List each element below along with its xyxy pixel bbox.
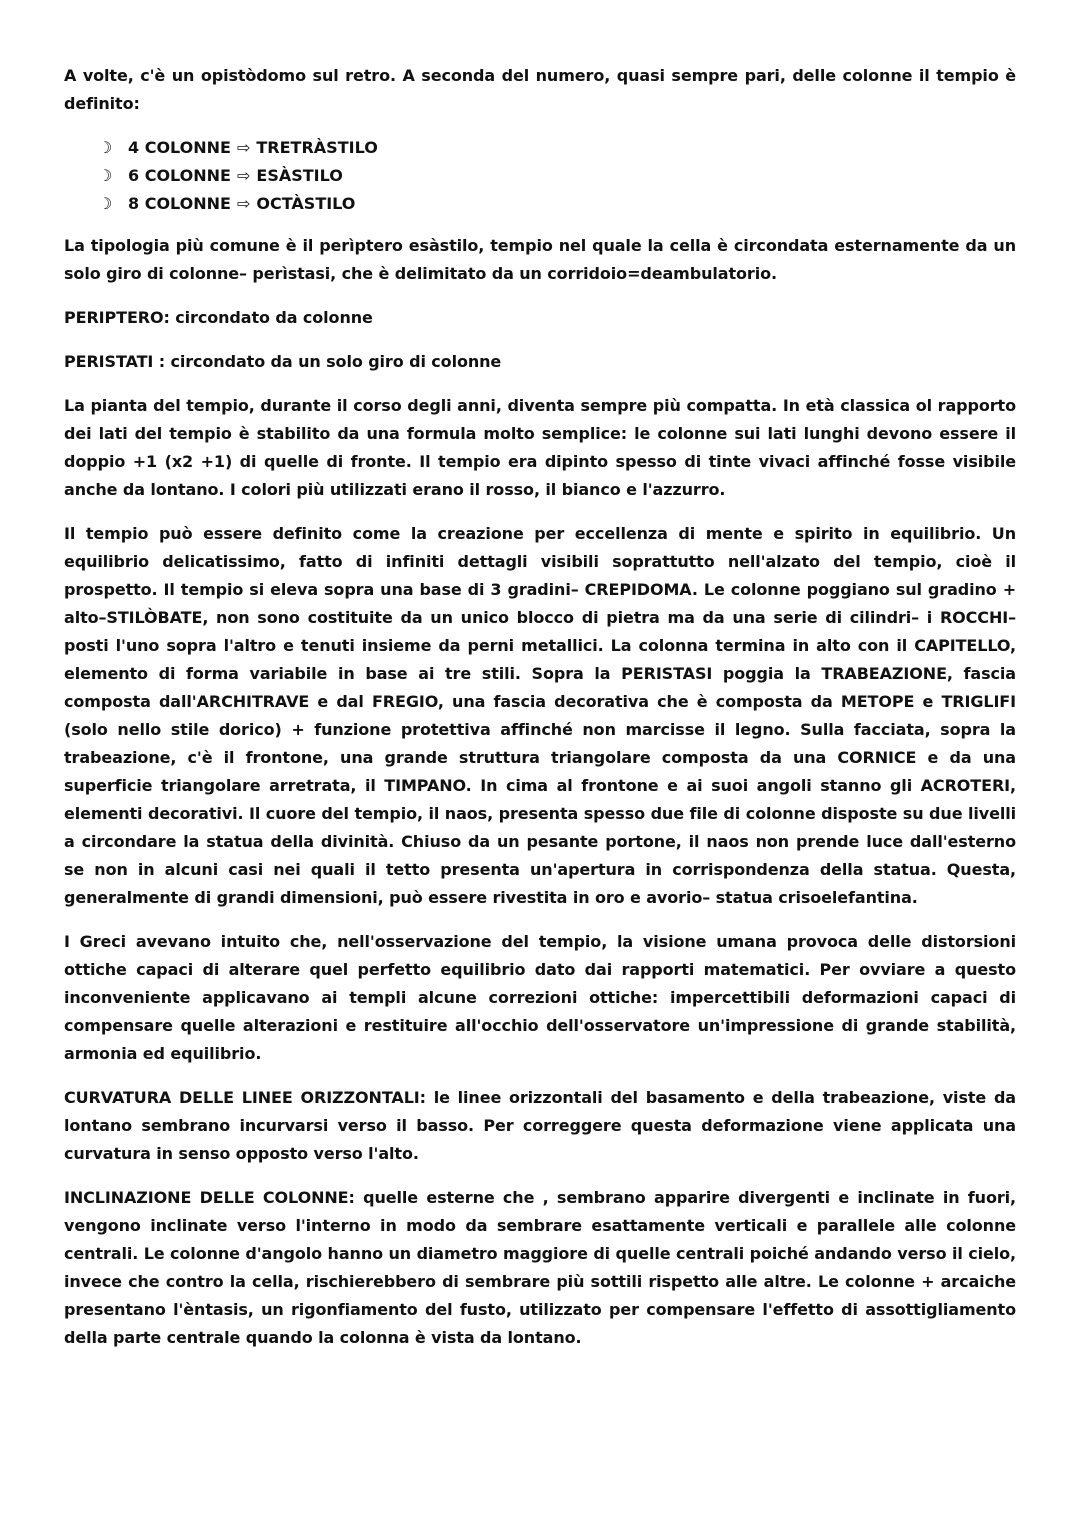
temple-type-name: TRETRÀSTILO — [256, 138, 378, 157]
temple-type-name: OCTÀSTILO — [256, 194, 356, 213]
intro-paragraph: A volte, c'è un opistòdomo sul retro. A seconda del numero, quasi sempre pari, delle colonne il tempio è definito: — [64, 66, 1016, 113]
temple-type-name: ESÀSTILO — [256, 166, 343, 185]
peristati-definition: PERISTATI : circondato da un solo giro di colonne — [64, 352, 502, 371]
column-types-list — [64, 134, 1016, 218]
optical-corrections-paragraph: I Greci avevano intuito che, nell'osservazione del tempio, la visione umana provoca delle distorsioni ottiche capaci di alterare quel perfetto equilibrio dato dai rapporti matematici. Per ovviare a questo inconveniente applicavano ai templi alcune correzioni ottiche: impercettibili deformazioni capaci di compensare quelle alterazioni e restituire all'occhio dell'osservatore un'impressione di grande stabilità, armonia ed equilibrio. — [64, 932, 1016, 1063]
structure-paragraph: Il tempio può essere definito come la creazione per eccellenza di mente e spirito in equilibrio. Un equilibrio delicatissimo, fatto di infiniti dettagli visibili soprattutto nell'alzato del tempio, cioè il prospetto. Il tempio si eleva sopra una base di 3 gradini– CREPIDOMA. Le colonne poggiano sul gradino + alto–STILÒBATE, non sono costituite da un unico blocco di pietra ma da una serie di cilindri– i ROCCHI– posti l'uno sopra l'altro e tenuti insieme da perni metallici. La colonna termina in alto con il CAPITELLO, elemento di forma variabile in base ai tre stili. Sopra la PERISTASI poggia la TRABEAZIONE, fascia composta dall'ARCHITRAVE e dal FREGIO, una fascia decorativa che è composta da METOPE e TRIGLIFI (solo nello stile dorico) + funzione protettiva affinché non marcisse il legno. Sulla facciata, sopra la trabeazione, c'è il frontone, una grande struttura triangolare composta da una CORNICE e da una superficie triangolare arretrata, il TIMPANO. In cima al frontone e ai suoi angoli stanno gli ACROTERI, elementi decorativi. Il cuore del tempio, il naos, presenta spesso due file di colonne disposte su due livelli a circondare la statua della divinità. Chiuso da un pesante portone, il naos non prende luce dall'esterno se non in alcuni casi nei quali il tetto presenta un'apertura in corrispondenza della statua. Questa, generalmente di grandi dimensioni, può essere rivestita in oro e avorio– statua crisoelefantina. — [64, 524, 1016, 907]
column-count: 4 COLONNE — [128, 138, 231, 157]
moon-bullet-icon: ☽ — [98, 166, 113, 185]
list-item — [98, 162, 1016, 190]
list-item — [98, 190, 1016, 218]
column-count: 8 COLONNE — [128, 194, 231, 213]
moon-bullet-icon: ☽ — [98, 194, 113, 213]
arrow-right-icon: ⇨ — [236, 166, 251, 185]
moon-bullet-icon: ☽ — [98, 138, 113, 157]
horizontal-curvature-paragraph: CURVATURA DELLE LINEE ORIZZONTALI: le linee orizzontali del basamento e della trabeazione, viste da lontano sembrano incurvarsi verso il basso. Per correggere questa deformazione viene applicata una curvatura in senso opposto verso l'alto. — [64, 1088, 1016, 1163]
column-count: 6 COLONNE — [128, 166, 231, 185]
column-inclination-paragraph: INCLINAZIONE DELLE COLONNE: quelle esterne che , sembrano apparire divergenti e inclinate in fuori, vengono inclinate verso l'interno in modo da sembrare esattamente verticali e parallele alle colonne centrali. Le colonne d'angolo hanno un diametro maggiore di quelle centrali poiché andando verso il cielo, invece che contro la cella, rischierebbero di sembrare più sottili rispetto alle altre. Le colonne + arcaiche presentano l'èntasis, un rigonfiamento del fusto, utilizzato per compensare l'effetto di assottigliamento della parte centrale quando la colonna è vista da lontano. — [64, 1188, 1016, 1347]
arrow-right-icon: ⇨ — [236, 194, 251, 213]
periptero-paragraph: La tipologia più comune è il perìptero esàstilo, tempio nel quale la cella è circondata esternamente da un solo giro di colonne– perìstasi, che è delimitato da un corridoio=deambulatorio. — [64, 236, 1016, 283]
list-item — [98, 134, 1016, 162]
arrow-right-icon: ⇨ — [236, 138, 251, 157]
plan-paragraph: La pianta del tempio, durante il corso degli anni, diventa sempre più compatta. In età classica ol rapporto dei lati del tempio è stabilito da una formula molto semplice: le colonne sui lati lunghi devono essere il doppio +1 (x2 +1) di quelle di fronte. Il tempio era dipinto spesso di tinte vivaci affinché fosse visibile anche da lontano. I colori più utilizzati erano il rosso, il bianco e l'azzurro. — [64, 396, 1016, 499]
periptero-definition: PERIPTERO: circondato da colonne — [64, 308, 373, 327]
